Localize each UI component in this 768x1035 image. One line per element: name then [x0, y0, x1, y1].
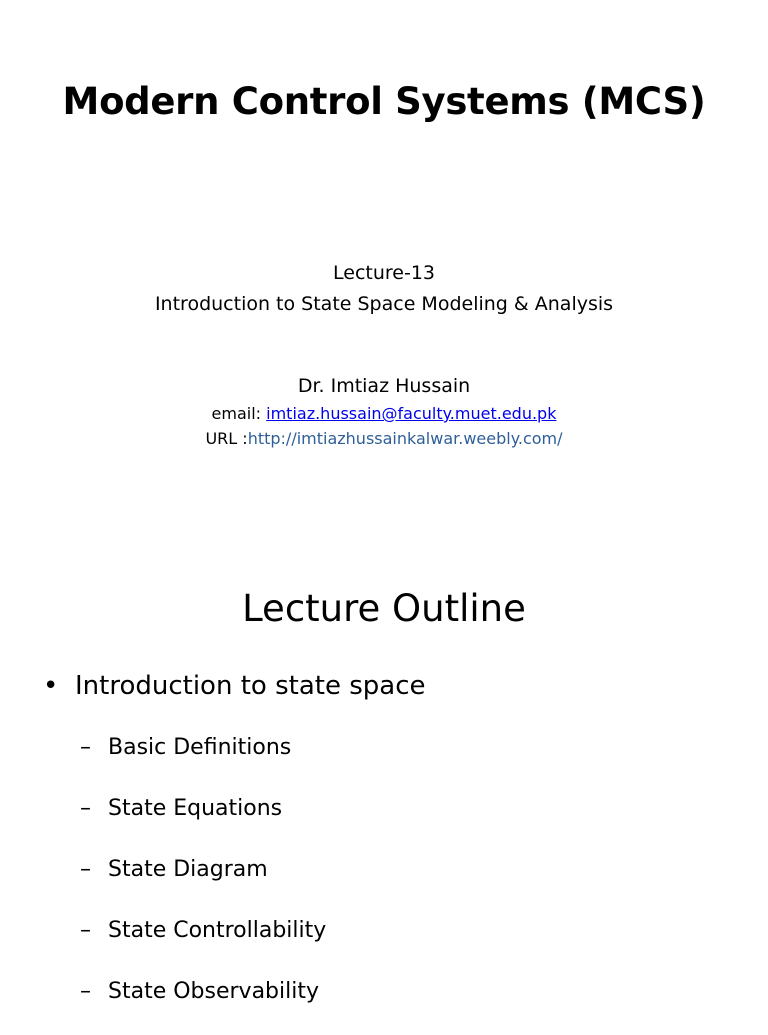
author-name: Dr. Imtiaz Hussain — [297, 375, 471, 397]
sub-item-label: Basic Definitions — [108, 735, 292, 760]
sub-item-label: State Controllability — [108, 918, 327, 943]
email-label: email: — [211, 404, 267, 423]
sub-item-state-controllability — [80, 913, 740, 974]
bullet-icon: • — [43, 671, 59, 701]
dash-icon: – — [80, 735, 91, 760]
sub-list — [80, 730, 740, 1035]
sub-item-label: State Equations — [108, 796, 283, 821]
bullet-item — [43, 666, 743, 706]
url-label: URL : — [205, 429, 248, 448]
dash-icon: – — [80, 918, 91, 943]
email-link[interactable]: imtiaz.hussain@faculty.muet.edu.pk — [266, 404, 557, 423]
lecture-topic: Introduction to State Space Modeling & Analysis — [154, 293, 614, 315]
sub-item-label: State Observability — [108, 979, 319, 1004]
outline-title: Lecture Outline — [242, 587, 526, 630]
sub-item-basic-definitions — [80, 730, 740, 791]
url-link[interactable]: http://imtiazhussainkalwar.weebly.com/ — [247, 429, 563, 448]
dash-icon: – — [80, 796, 91, 821]
sub-item-label: State Diagram — [108, 857, 268, 882]
dash-icon: – — [80, 979, 91, 1004]
bullet-list — [43, 666, 743, 706]
dash-icon: – — [80, 857, 91, 882]
outline-slide — [0, 562, 768, 1024]
author-info — [0, 371, 768, 451]
email-line — [0, 401, 768, 426]
lecture-number: Lecture-13 — [333, 262, 435, 284]
url-line — [0, 426, 768, 451]
lecture-info — [0, 258, 768, 320]
sub-item-state-equations — [80, 791, 740, 852]
sub-item-state-observability — [80, 974, 740, 1035]
slide-title: Modern Control Systems (MCS) — [62, 80, 706, 123]
bullet-label: Introduction to state space — [75, 671, 426, 701]
sub-item-state-diagram — [80, 852, 740, 913]
